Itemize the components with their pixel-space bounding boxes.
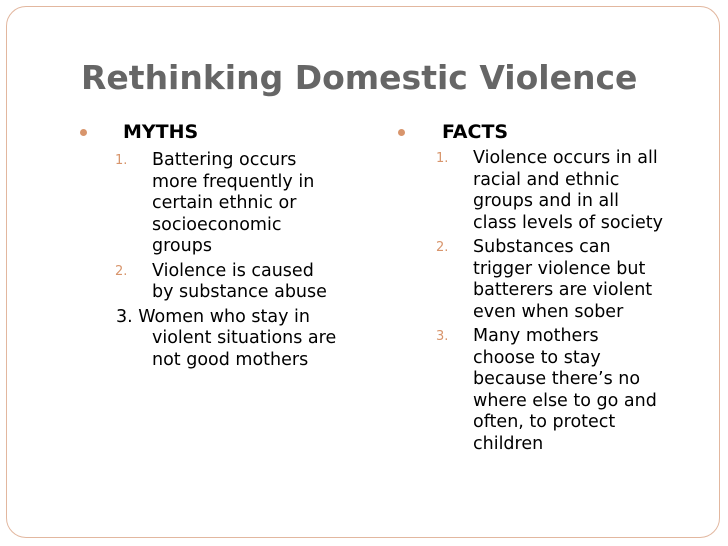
- list-number: 1.: [115, 153, 128, 168]
- list-item-line: batterers are violent: [473, 280, 653, 300]
- list-item-line: often, to protect: [473, 412, 616, 432]
- list-item-lead: 3. Women who stay in: [116, 306, 310, 327]
- list-item-line: choose to stay: [473, 347, 601, 368]
- list-item-line: Violence is caused: [152, 260, 314, 281]
- facts-column: [398, 119, 698, 455]
- list-item-line: not good mothers: [152, 349, 309, 370]
- list-item-line: groups: [152, 236, 212, 256]
- facts-header-label: FACTS: [442, 121, 509, 143]
- list-item: [436, 326, 698, 455]
- list-item-line: more frequently in: [152, 171, 315, 192]
- list-item-line: by substance abuse: [152, 282, 327, 302]
- bullet-icon: [398, 129, 405, 136]
- list-item-line: because there’s no: [473, 369, 641, 389]
- list-item-line: Many mothers: [473, 326, 599, 346]
- list-item-line: class levels of society: [473, 212, 664, 233]
- list-item: [436, 237, 698, 323]
- myths-column: [80, 119, 380, 371]
- myths-header: [80, 119, 380, 145]
- list-number: 3.: [436, 329, 449, 344]
- list-item-line: socioeconomic: [152, 214, 282, 235]
- list-item-line: children: [473, 433, 544, 454]
- list-item-line: even when sober: [473, 301, 624, 322]
- myths-list: [80, 150, 380, 304]
- facts-header: [398, 119, 698, 145]
- myths-header-label: MYTHS: [123, 121, 199, 143]
- list-item-line: violent situations are: [152, 328, 337, 348]
- list-item: [115, 260, 380, 304]
- list-item-line: where else to go and: [473, 390, 657, 411]
- list-item-line: certain ethnic or: [152, 193, 297, 213]
- slide-title: Rethinking Domestic Violence: [81, 58, 638, 97]
- facts-list: [398, 148, 698, 455]
- bullet-icon: [80, 129, 87, 136]
- list-item-line: Violence occurs in all: [473, 148, 658, 168]
- list-number: 1.: [436, 151, 449, 166]
- list-item: [436, 148, 698, 234]
- list-item: [115, 150, 380, 258]
- list-number: 2.: [436, 240, 449, 255]
- list-item-line: Battering occurs: [152, 150, 297, 170]
- list-item-line: trigger violence but: [473, 258, 646, 279]
- list-number: 2.: [115, 263, 128, 279]
- list-item-line: groups and in all: [473, 191, 619, 211]
- list-item-line: Substances can: [473, 237, 611, 257]
- list-item-line: racial and ethnic: [473, 169, 620, 190]
- list-item: [116, 306, 380, 372]
